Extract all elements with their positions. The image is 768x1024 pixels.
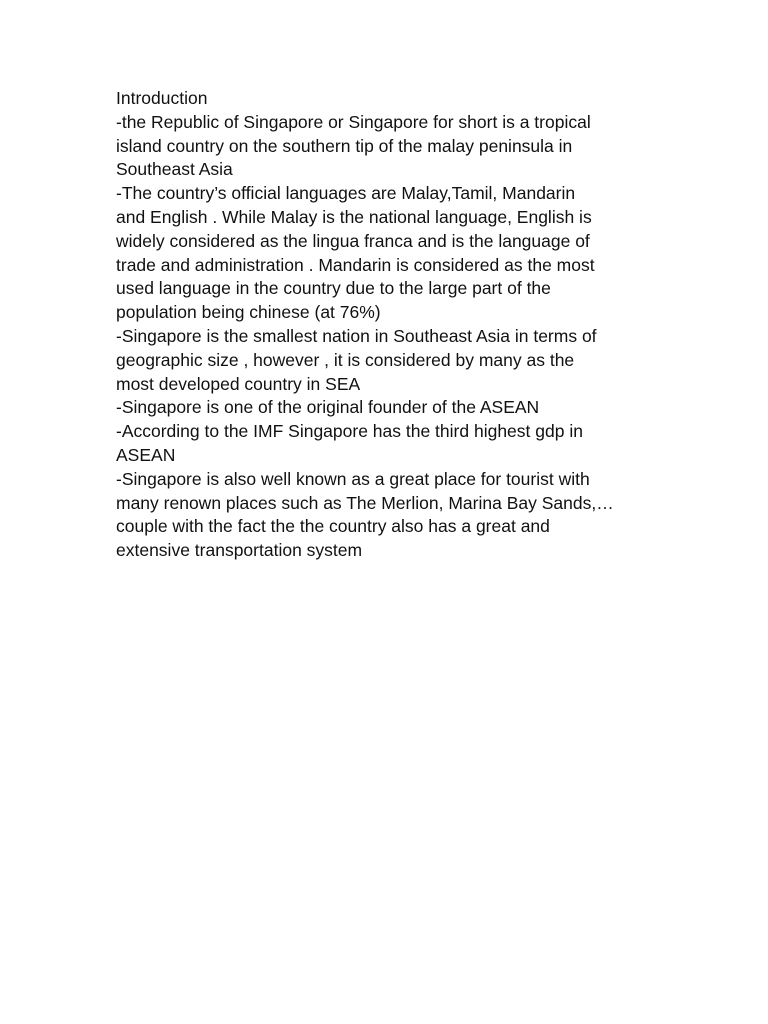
text-line: -the Republic of Singapore or Singapore for short is a tropical — [116, 111, 591, 132]
document-body — [116, 87, 656, 563]
text-line: trade and administration . Mandarin is considered as the most — [116, 254, 595, 275]
text-line: geographic size , however , it is considered by many as the — [116, 349, 575, 370]
text-line: couple with the fact the the country also has a great and — [116, 516, 550, 537]
text-line: -Singapore is also well known as a great place for tourist with — [116, 468, 590, 489]
text-line: island country on the southern tip of the malay peninsula in — [116, 135, 573, 156]
text-line: used language in the country due to the large part of the — [116, 278, 551, 299]
text-line: and English . While Malay is the national language, English is — [116, 206, 592, 227]
text-line: many renown places such as The Merlion, Marina Bay Sands,… — [116, 492, 614, 513]
text-line: extensive transportation system — [116, 540, 363, 561]
text-line: -Singapore is one of the original founder of the ASEAN — [116, 397, 540, 418]
text-line: Southeast Asia — [116, 159, 233, 180]
heading-introduction: Introduction — [116, 88, 208, 108]
text-line: -Singapore is the smallest nation in Southeast Asia in terms of — [116, 325, 597, 346]
text-line: -The country’s official languages are Malay,Tamil, Mandarin — [116, 183, 576, 204]
text-line: -According to the IMF Singapore has the third highest gdp in — [116, 421, 583, 442]
text-line: widely considered as the lingua franca and is the language of — [116, 230, 590, 251]
text-line: population being chinese (at 76%) — [116, 302, 381, 323]
text-line: ASEAN — [116, 444, 176, 465]
text-line: most developed country in SEA — [116, 373, 361, 394]
